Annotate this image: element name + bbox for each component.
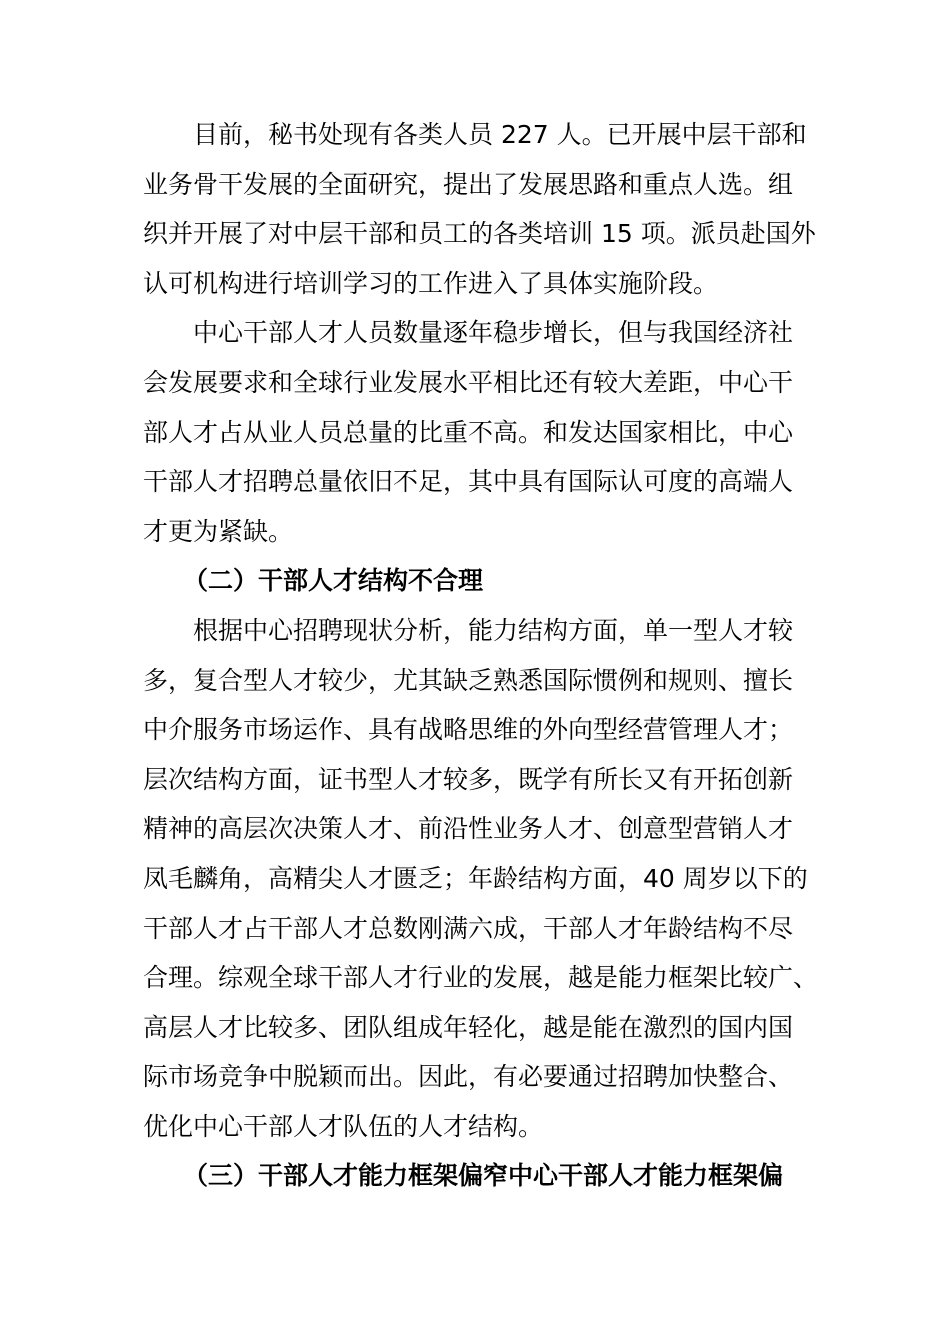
paragraph-line: 认可机构进行培训学习的工作进入了具体实施阶段。 (143, 268, 719, 298)
paragraph-line: 际市场竞争中脱颖而出。因此，有必要通过招聘加快整合、 (143, 1062, 794, 1092)
section-heading-capability (143, 1151, 823, 1201)
paragraph-line: 层次结构方面，证书型人才较多，既学有所长又有开拓创新 (143, 764, 794, 794)
paragraph-structure-analysis (143, 606, 823, 1152)
paragraph-line: 织并开展了对中层干部和员工的各类培训 15 项。派员赴国外 (143, 219, 816, 249)
paragraph-line: 合理。综观全球干部人才行业的发展，越是能力框架比较广、 (143, 963, 819, 993)
paragraph-line: 才更为紧缺。 (143, 516, 294, 546)
document-body (143, 110, 823, 1201)
paragraph-line: 干部人才招聘总量依旧不足，其中具有国际认可度的高端人 (143, 467, 794, 497)
paragraph-line: 中介服务市场运作、具有战略思维的外向型经营管理人才； (143, 715, 794, 745)
paragraph-line: 高层人才比较多、团队组成年轻化，越是能在激烈的国内国 (143, 1012, 794, 1042)
paragraph-line: 目前，秘书处现有各类人员 227 人。已开展中层干部和 (193, 120, 807, 149)
paragraph-line: 部人才占从业人员总量的比重不高。和发达国家相比，中心 (143, 417, 794, 447)
paragraph-line: 干部人才占干部人才总数刚满六成，干部人才年龄结构不尽 (143, 913, 794, 943)
paragraph-line: 优化中心干部人才队伍的人才结构。 (143, 1111, 544, 1141)
paragraph-line: 凤毛麟角，高精尖人才匮乏；年龄结构方面，40 周岁以下的 (143, 863, 808, 893)
paragraph-current-staff (143, 110, 823, 308)
paragraph-line: 业务骨干发展的全面研究，提出了发展思路和重点人选。组 (143, 169, 794, 199)
section-heading-capability-title: （三）干部人才能力框架偏窄 (183, 1161, 509, 1191)
paragraph-line: 根据中心招聘现状分析，能力结构方面，单一型人才较 (193, 615, 794, 645)
paragraph-line: 中心干部人才能力框架偏 (508, 1161, 784, 1191)
paragraph-talent-gap (143, 308, 823, 556)
paragraph-line: 多，复合型人才较少，尤其缺乏熟悉国际惯例和规则、擅长 (143, 665, 794, 695)
paragraph-line: 会发展要求和全球行业发展水平相比还有较大差距，中心干 (143, 367, 794, 397)
paragraph-line: 精神的高层次决策人才、前沿性业务人才、创意型营销人才 (143, 814, 794, 844)
paragraph-line: 中心干部人才人员数量逐年稳步增长，但与我国经济社 (193, 318, 794, 348)
section-heading-structure: （二）干部人才结构不合理 (183, 566, 484, 596)
